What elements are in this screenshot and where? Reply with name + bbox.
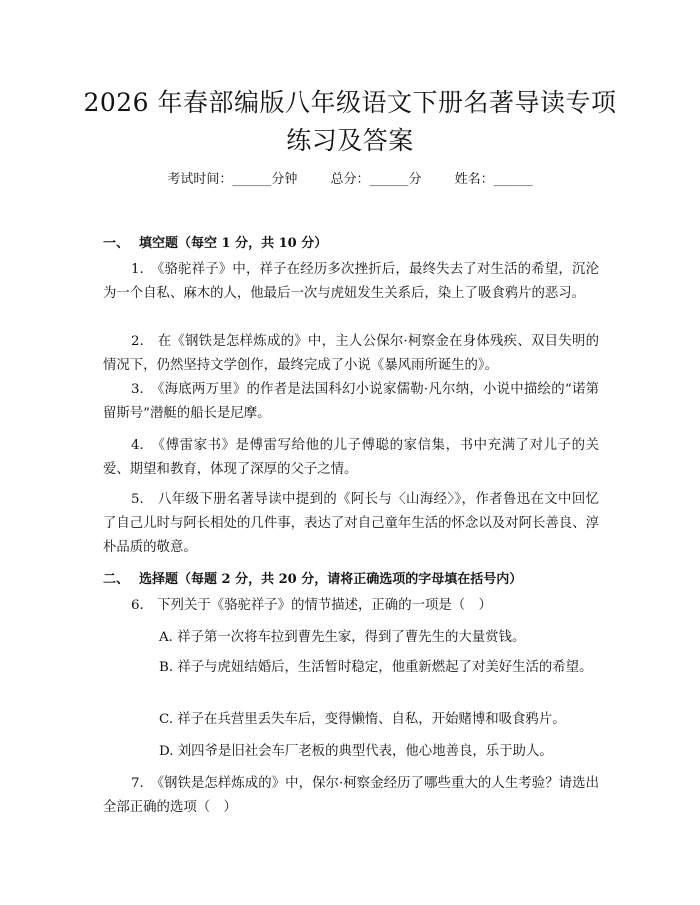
question-3: 3. 《海底两万里》的作者是法国科幻小说家儒勒·凡尔纳，小说中描绘的“诺第留斯号”潜艇的船长是尼摩。 xyxy=(103,382,599,421)
question-6-option-a: A. 祥子第一次将车拉到曹先生家，得到了曹先生的大量赏钱。 xyxy=(159,630,526,645)
section-number: 一、 xyxy=(103,236,130,251)
time-unit: 分钟 xyxy=(271,172,298,187)
question-6-option-c: C. 祥子在兵营里丢失车后，变得懒惰、自私，开始赌博和吸食鸦片。 xyxy=(159,712,566,727)
score-unit: 分 xyxy=(408,172,422,187)
question-4: 4. 《傅雷家书》是傅雷写给他的儿子傅聪的家信集，书中充满了对儿子的关爱、期望和教育，体现了深厚的父子之情。 xyxy=(103,438,599,477)
score-label: 总分： xyxy=(330,172,370,187)
question-2: 2. 在《钢铁是怎样炼成的》中，主人公保尔·柯察金在身体残疾、双目失明的情况下，仍然坚持文学创作，最终完成了小说《暴风雨所诞生的》。 xyxy=(103,334,599,373)
question-6-option-b: B. 祥子与虎妞结婚后，生活暂时稳定，他重新燃起了对美好生活的希望。 xyxy=(159,660,593,675)
time-label: 考试时间： xyxy=(167,172,233,187)
section-heading-choice xyxy=(103,568,522,587)
question-6-option-d: D. 刘四爷是旧社会车厂老板的典型代表，他心地善良，乐于助人。 xyxy=(159,744,553,759)
question-5: 5. 八年级下册名著导读中提到的《阿长与〈山海经〉》，作者鲁迅在文中回忆了自己儿时与阿长相处的几件事，表达了对自己童年生活的怀念以及对阿长善良、淳朴品质的敬意。 xyxy=(103,492,599,555)
question-7-stem: 7. 《钢铁是怎样炼成的》中，保尔·柯察金经历了哪些重大的人生考验？请选出全部正确的选项（ ） xyxy=(103,776,599,815)
document-title: 2026 年春部编版八年级语文下册名著导读专项练习及答案 xyxy=(83,88,617,155)
section-heading-fill xyxy=(103,232,327,251)
section-title: 填空题（每空 1 分，共 10 分） xyxy=(139,236,328,251)
exam-info-line xyxy=(0,168,700,187)
question-1: 1. 《骆驼祥子》中，祥子在经历多次挫折后，最终失去了对生活的希望，沉沦为一个自私、麻木的人，他最后一次与虎妞发生关系后，染上了吸食鸦片的恶习。 xyxy=(103,262,599,301)
name-label: 姓名： xyxy=(454,172,494,187)
name-blank: ______ xyxy=(493,172,533,187)
section-title: 选择题（每题 2 分，共 20 分，请将正确选项的字母填在括号内） xyxy=(139,572,523,587)
score-blank: ______ xyxy=(369,172,409,187)
time-blank: ______ xyxy=(232,172,272,187)
question-6-stem: 6. 下列关于《骆驼祥子》的情节描述，正确的一项是（ ） xyxy=(131,598,492,613)
section-number: 二、 xyxy=(103,572,130,587)
